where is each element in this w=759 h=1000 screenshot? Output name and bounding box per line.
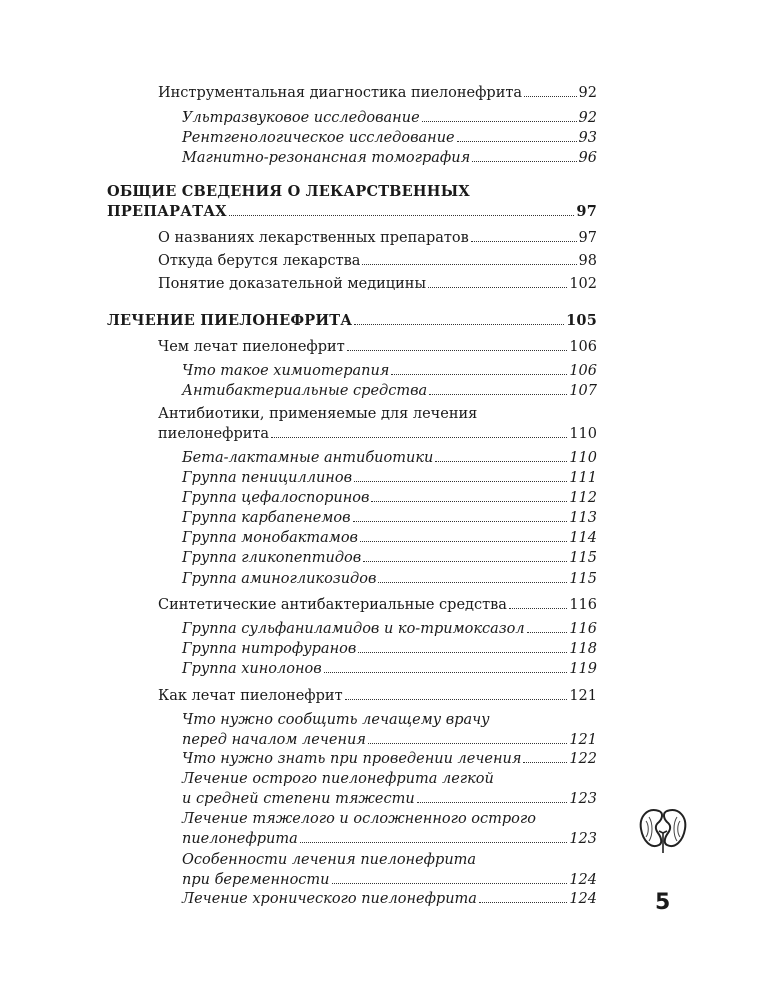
dot-leader bbox=[479, 901, 567, 903]
toc-entry-title: Группа монобактамов bbox=[182, 530, 358, 546]
toc-entry-title: Бета-лактамные антибиотики bbox=[182, 450, 434, 466]
toc-entry[interactable] bbox=[182, 361, 597, 381]
dot-leader bbox=[457, 140, 577, 142]
toc-entry-page: 107 bbox=[569, 383, 597, 399]
toc-section-entry[interactable] bbox=[107, 182, 597, 222]
toc-entry-title-line1: Особенности лечения пиелонефрита bbox=[182, 852, 477, 868]
toc-entry-title: Лечение хронического пиелонефрита bbox=[182, 891, 477, 907]
dot-leader bbox=[332, 882, 568, 884]
toc-entry-page: 106 bbox=[569, 363, 597, 379]
toc-entry-title-line1: Антибиотики, применяемые для лечения bbox=[158, 406, 478, 422]
toc-entry-title: Синтетические антибактериальные средства bbox=[158, 597, 507, 613]
toc-entry[interactable] bbox=[158, 228, 597, 248]
toc-entry[interactable] bbox=[158, 595, 597, 615]
dot-leader bbox=[527, 631, 568, 633]
toc-entry[interactable] bbox=[182, 508, 597, 528]
page-number: 5 bbox=[655, 890, 671, 915]
dot-leader bbox=[362, 263, 576, 265]
toc-entry-title: Как лечат пиелонефрит bbox=[158, 688, 343, 704]
dot-leader bbox=[300, 841, 568, 843]
toc-entry-page: 121 bbox=[569, 732, 597, 748]
toc-entry[interactable] bbox=[158, 404, 597, 444]
toc-entry-page: 111 bbox=[569, 470, 597, 486]
toc-entry-title: Что такое химиотерапия bbox=[182, 363, 390, 379]
toc-entry-title: при беременности bbox=[182, 872, 330, 888]
toc-entry-title: О названиях лекарственных препаратов bbox=[158, 230, 469, 246]
toc-entry[interactable] bbox=[182, 809, 597, 849]
toc-entry-title: Группа карбапенемов bbox=[182, 510, 351, 526]
dot-leader bbox=[347, 349, 568, 351]
dot-leader bbox=[229, 214, 575, 216]
dot-leader bbox=[358, 651, 567, 653]
toc-entry-title-line1: ОБЩИЕ СВЕДЕНИЯ О ЛЕКАРСТВЕННЫХ bbox=[107, 183, 470, 200]
toc-entry[interactable] bbox=[182, 769, 597, 809]
toc-entry-page: 118 bbox=[569, 641, 597, 657]
toc-entry-page: 123 bbox=[569, 791, 597, 807]
dot-leader bbox=[391, 373, 567, 375]
toc-entry-title: Группа сульфаниламидов и ко-тримоксазол bbox=[182, 621, 525, 637]
toc-entry-title: и средней степени тяжести bbox=[182, 791, 415, 807]
toc-entry-title: пиелонефрита bbox=[182, 831, 298, 847]
toc-entry[interactable] bbox=[182, 659, 597, 679]
toc-entry[interactable] bbox=[182, 128, 597, 148]
kidneys-icon bbox=[637, 803, 689, 855]
toc-entry-page: 106 bbox=[569, 339, 597, 355]
toc-entry-page: 123 bbox=[569, 831, 597, 847]
dot-leader bbox=[429, 393, 567, 395]
dot-leader bbox=[428, 286, 567, 288]
toc-entry[interactable] bbox=[182, 749, 597, 769]
toc-entry[interactable] bbox=[158, 83, 597, 103]
toc-entry-page: 92 bbox=[578, 85, 597, 101]
dot-leader bbox=[368, 742, 567, 744]
toc-entry[interactable] bbox=[182, 148, 597, 168]
toc-entry-title: Антибактериальные средства bbox=[182, 383, 428, 399]
toc-entry-title: перед началом лечения bbox=[182, 732, 366, 748]
toc-entry[interactable] bbox=[182, 528, 597, 548]
toc-entry-page: 105 bbox=[566, 312, 597, 329]
dot-leader bbox=[378, 581, 567, 583]
toc-entry-page: 93 bbox=[578, 130, 597, 146]
toc-entry[interactable] bbox=[158, 251, 597, 271]
toc-entry-page: 124 bbox=[569, 891, 597, 907]
toc-entry-title: пиелонефрита bbox=[158, 426, 270, 442]
toc-entry[interactable] bbox=[182, 108, 597, 128]
dot-leader bbox=[524, 95, 577, 97]
toc-entry-title: ПРЕПАРАТАХ bbox=[107, 203, 227, 220]
toc-entry-title: Понятие доказательной медицины bbox=[158, 276, 427, 292]
toc-entry-title: Рентгенологическое исследование bbox=[182, 130, 455, 146]
dot-leader bbox=[354, 480, 567, 482]
toc-entry-page: 113 bbox=[569, 510, 597, 526]
toc-entry-title: Чем лечат пиелонефрит bbox=[158, 339, 345, 355]
toc-entry-page: 115 bbox=[569, 571, 597, 587]
toc-entry[interactable] bbox=[158, 686, 597, 706]
dot-leader bbox=[271, 436, 567, 438]
dot-leader bbox=[471, 240, 577, 242]
toc-entry[interactable] bbox=[182, 448, 597, 468]
toc-entry-page: 96 bbox=[578, 150, 597, 166]
toc-entry-title: Группа нитрофуранов bbox=[182, 641, 357, 657]
toc-entry-page: 114 bbox=[569, 530, 597, 546]
toc-entry-page: 102 bbox=[569, 276, 597, 292]
toc-entry-page: 119 bbox=[569, 661, 597, 677]
dot-leader bbox=[363, 560, 567, 562]
toc-entry[interactable] bbox=[158, 337, 597, 357]
toc-entry-page: 110 bbox=[569, 426, 597, 442]
dot-leader bbox=[360, 540, 567, 542]
toc-entry-title: Ультразвуковое исследование bbox=[182, 110, 420, 126]
toc-entry-title: Группа гликопептидов bbox=[182, 550, 362, 566]
toc-entry-page: 115 bbox=[569, 550, 597, 566]
toc-entry[interactable] bbox=[182, 889, 597, 909]
toc-entry[interactable] bbox=[182, 850, 597, 890]
toc-entry[interactable] bbox=[182, 639, 597, 659]
toc-entry[interactable] bbox=[182, 381, 597, 401]
dot-leader bbox=[354, 323, 564, 325]
toc-entry-page: 92 bbox=[578, 110, 597, 126]
toc-entry-page: 121 bbox=[569, 688, 597, 704]
toc-entry-title: Что нужно знать при проведении лечения bbox=[182, 751, 522, 767]
toc-entry[interactable] bbox=[182, 548, 597, 568]
dot-leader bbox=[324, 671, 568, 673]
toc-entry-title-line1: Лечение острого пиелонефрита легкой bbox=[182, 771, 494, 787]
toc-entry-title: Инструментальная диагностика пиелонефрита bbox=[158, 85, 523, 101]
toc-entry-title: Магнитно-резонансная томография bbox=[182, 150, 471, 166]
toc-entry-page: 112 bbox=[569, 490, 597, 506]
toc-entry-title: Группа пенициллинов bbox=[182, 470, 353, 486]
toc-entry-page: 97 bbox=[576, 203, 597, 220]
toc-entry-title-line1: Что нужно сообщить лечащему врачу bbox=[182, 712, 490, 728]
toc-entry-page: 116 bbox=[569, 597, 597, 613]
dot-leader bbox=[371, 500, 567, 502]
dot-leader bbox=[523, 761, 567, 763]
toc-entry[interactable] bbox=[158, 274, 597, 294]
toc-section-entry[interactable] bbox=[107, 311, 597, 331]
toc-entry-page: 122 bbox=[569, 751, 597, 767]
dot-leader bbox=[509, 607, 567, 609]
dot-leader bbox=[417, 801, 568, 803]
dot-leader bbox=[422, 120, 577, 122]
toc-entry[interactable] bbox=[182, 488, 597, 508]
toc-entry[interactable] bbox=[182, 468, 597, 488]
toc-entry-page: 124 bbox=[569, 872, 597, 888]
toc-entry-page: 97 bbox=[578, 230, 597, 246]
dot-leader bbox=[435, 460, 567, 462]
toc-entry-title-line1: Лечение тяжелого и осложненного острого bbox=[182, 811, 536, 827]
toc-entry-page: 116 bbox=[569, 621, 597, 637]
dot-leader bbox=[472, 160, 576, 162]
toc-entry-title: Откуда берутся лекарства bbox=[158, 253, 361, 269]
dot-leader bbox=[345, 698, 568, 700]
toc-entry-title: Группа аминогликозидов bbox=[182, 571, 377, 587]
toc-entry[interactable] bbox=[182, 619, 597, 639]
toc-entry-title: Группа цефалоспоринов bbox=[182, 490, 370, 506]
toc-entry[interactable] bbox=[182, 569, 597, 589]
toc-entry-title: Группа хинолонов bbox=[182, 661, 322, 677]
toc-entry-title: ЛЕЧЕНИЕ ПИЕЛОНЕФРИТА bbox=[107, 312, 353, 329]
toc-entry[interactable] bbox=[182, 710, 597, 750]
toc-entry-page: 110 bbox=[569, 450, 597, 466]
toc-entry-page: 98 bbox=[578, 253, 597, 269]
dot-leader bbox=[353, 520, 568, 522]
